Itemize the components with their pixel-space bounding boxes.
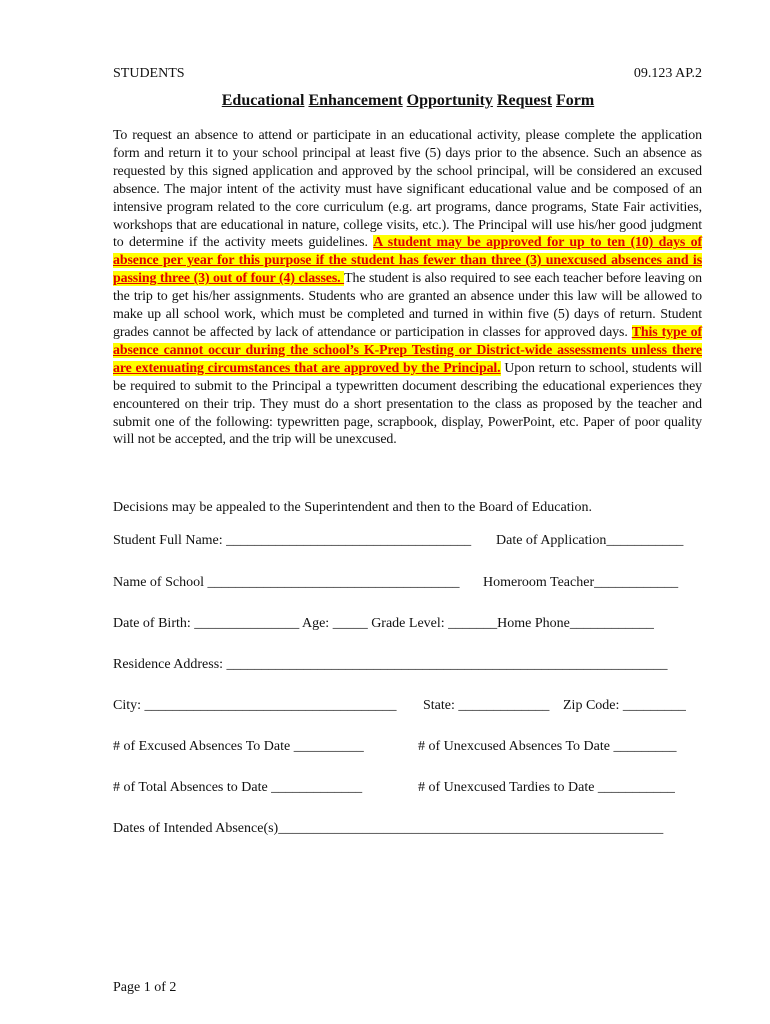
title-word: Form [556, 92, 595, 109]
policy-number: 09.123 AP.2 [633, 66, 702, 81]
title-word: Educational [221, 92, 305, 109]
instructions-paragraph [113, 127, 702, 449]
intended-absence-dates-field[interactable]: Dates of Intended Absence(s)_______________________________________________________ [113, 821, 664, 836]
title-word: Enhancement [308, 92, 403, 109]
body-text-segment: The student is also required to see each teacher before leaving on the trip to get his/her assignments. Students who are granted an absence under this law will be allowed to make up all school work, which must be completed and turned in within five (5) days of return. Student grades cannot be affected by lack of attendance or participation in classes for approved days. [113, 271, 702, 340]
homeroom-teacher-field[interactable]: Homeroom Teacher____________ [483, 575, 679, 590]
body-text-segment: Upon return to school, students will be required to submit to the Principal a typewritten document describing the educational experiences they encountered on their trip. They must do a short presentation to the class as proposed by the teacher and submit one of the following: typewritten page, scrapbook, display, PowerPoint, etc. Paper of poor quality will not be accepted, and the trip will be unexcused. [113, 360, 702, 448]
state-field[interactable]: State: _____________ [423, 698, 550, 713]
total-absences-field[interactable]: # of Total Absences to Date _____________ [113, 780, 363, 795]
appeal-note: Decisions may be appealed to the Superintendent and then to the Board of Education. [113, 500, 592, 515]
page-title [0, 92, 770, 110]
title-word: Request [496, 92, 553, 109]
body-text-segment: To request an absence to attend or participate in an educational activity, please complete the application form and return it to your school principal at least five (5) days prior to the absence. Such an absence as requested by this signed application and approved by the school principal, will be considered an excused absence. The major intent of the activity must have significant educational value and be composed of an intensive program related to the core curriculum (e.g. art programs, dance programs, State Fair activities, workshops that are educational in nature, college visits, etc.). The Principal will use his/her good judgment to determine if the activity meets guidelines. [113, 128, 702, 251]
title-word: Opportunity [406, 92, 493, 109]
birth-age-grade-phone-field[interactable]: Date of Birth: _______________ Age: _____ Grade Level: _______Home Phone____________ [113, 616, 654, 631]
unexcused-absences-field[interactable]: # of Unexcused Absences To Date _________ [418, 739, 677, 754]
school-name-field[interactable]: Name of School ____________________________________ [113, 575, 460, 590]
unexcused-tardies-field[interactable]: # of Unexcused Tardies to Date ___________ [418, 780, 675, 795]
excused-absences-field[interactable]: # of Excused Absences To Date __________ [113, 739, 364, 754]
page-number: Page 1 of 2 [113, 980, 177, 995]
highlighted-restriction: This type of absence cannot occur during the school’s K-Prep Testing or District-wide assessments unless there are extenuating circumstances that are approved by the Principal. [113, 324, 702, 376]
highlighted-requirement: A student may be approved for up to ten (10) days of absence per year for this purpose if the student has fewer than three (3) unexcused absences and is passing three (3) out of four (4) classes. [113, 235, 703, 287]
date-of-application-field[interactable]: Date of Application___________ [496, 533, 684, 548]
residence-address-field[interactable]: Residence Address: _______________________________________________________________ [113, 657, 668, 672]
student-name-field[interactable]: Student Full Name: ___________________________________ [113, 533, 472, 548]
zip-code-field[interactable]: Zip Code: _________ [563, 698, 686, 713]
section-label: STUDENTS [113, 66, 185, 81]
city-field[interactable]: City: ____________________________________ [113, 698, 397, 713]
